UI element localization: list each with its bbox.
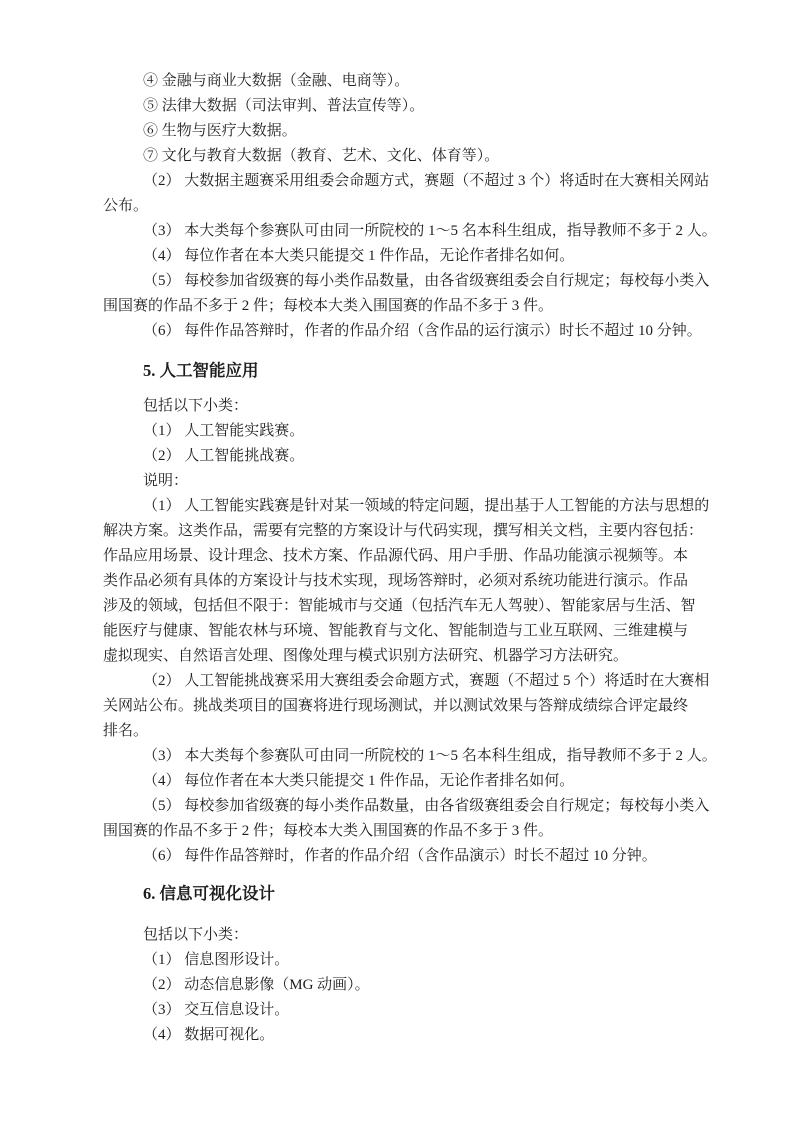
ai-note-2-line-3: 排名。 xyxy=(103,723,149,739)
ai-notes-label: 说明： xyxy=(143,473,189,489)
subcategory-item-circled-5: ⑤ 法律大数据（司法审判、普法宣传等）。 xyxy=(143,98,425,114)
subcategory-item-circled-7: ⑦ 文化与教育大数据（教育、艺术、文化、体育等）。 xyxy=(143,148,500,164)
ai-note-1-line-4: 类作品必须有具体的方案设计与技术实现，现场答辩时，必须对系统功能进行演示。作品 xyxy=(103,573,689,589)
ai-note-2-line-1: （2） 人工智能挑战赛采用大赛组委会命题方式，赛题（不超过 5 个）将适时在大赛相 xyxy=(143,673,710,689)
document-content xyxy=(103,69,717,1048)
rule-5-line-2: 围国赛的作品不多于 2 件；每校本大类入围国赛的作品不多于 3 件。 xyxy=(103,298,554,314)
vis-subcategory-4: （4） 数据可视化。 xyxy=(143,1027,275,1043)
ai-note-1-line-5: 涉及的领域，包括但不限于：智能城市与交通（包括汽车无人驾驶）、智能家居与生活、智 xyxy=(103,598,696,614)
ai-intro-line: 包括以下小类： xyxy=(143,398,249,414)
ai-note-1-line-7: 虚拟现实、自然语言处理、图像处理与模式识别方法研究、机器学习方法研究。 xyxy=(103,648,629,664)
subcategory-item-circled-4: ④ 金融与商业大数据（金融、电商等）。 xyxy=(143,73,410,89)
ai-note-1-line-2: 解决方案。这类作品，需要有完整的方案设计与代码实现，撰写相关文档，主要内容包括： xyxy=(103,523,704,539)
ai-note-3-line: （3） 本大类每个参赛队可由同一所院校的 1～5 名本科生组成，指导教师不多于 2 人。 xyxy=(143,748,717,764)
ai-note-4-line: （4） 每位作者在本大类只能提交 1 件作品，无论作者排名如何。 xyxy=(143,773,575,789)
ai-note-1-line-1: （1） 人工智能实践赛是针对某一领域的特定问题，提出基于人工智能的方法与思想的 xyxy=(143,498,710,514)
ai-note-1-line-3: 作品应用场景、设计理念、技术方案、作品源代码、用户手册、作品功能演示视频等。本 xyxy=(103,548,689,564)
rule-3-line: （3） 本大类每个参赛队可由同一所院校的 1～5 名本科生组成，指导教师不多于 2 人。 xyxy=(143,223,717,239)
vis-subcategory-3: （3） 交互信息设计。 xyxy=(143,1002,290,1018)
ai-note-1-line-6: 能医疗与健康、智能农林与环境、智能教育与文化、智能制造与工业互联网、三维建模与 xyxy=(103,623,689,639)
ai-note-5-line-1: （5） 每校参加省级赛的每小类作品数量，由各省级赛组委会自行规定；每校每小类入 xyxy=(143,798,710,814)
rule-4-line: （4） 每位作者在本大类只能提交 1 件作品，无论作者排名如何。 xyxy=(143,248,575,264)
vis-subcategory-1: （1） 信息图形设计。 xyxy=(143,952,290,968)
ai-note-2-line-2: 关网站公布。挑战类项目的国赛将进行现场测试，并以测试效果与答辩成绩综合评定最终 xyxy=(103,698,689,714)
ai-subcategory-1: （1） 人工智能实践赛。 xyxy=(143,423,305,439)
section-heading-visualization: 6. 信息可视化设计 xyxy=(143,884,275,903)
subcategory-item-circled-6: ⑥ 生物与医疗大数据。 xyxy=(143,123,297,139)
ai-note-6-line: （6） 每件作品答辩时，作者的作品介绍（含作品演示）时长不超过 10 分钟。 xyxy=(143,848,657,864)
ai-note-5-line-2: 围国赛的作品不多于 2 件；每校本大类入围国赛的作品不多于 3 件。 xyxy=(103,823,554,839)
section-heading-ai: 5. 人工智能应用 xyxy=(143,361,259,380)
vis-subcategory-2: （2） 动态信息影像（MG 动画）。 xyxy=(143,977,370,993)
rule-6-line: （6） 每件作品答辩时，作者的作品介绍（含作品的运行演示）时长不超过 10 分钟。 xyxy=(143,323,702,339)
vis-intro-line: 包括以下小类： xyxy=(143,927,249,943)
ai-subcategory-2: （2） 人工智能挑战赛。 xyxy=(143,448,305,464)
rule-5-line-1: （5） 每校参加省级赛的每小类作品数量，由各省级赛组委会自行规定；每校每小类入 xyxy=(143,273,710,289)
rule-2-line-1: （2） 大数据主题赛采用组委会命题方式，赛题（不超过 3 个）将适时在大赛相关网站 xyxy=(143,173,710,189)
rule-2-line-2: 公布。 xyxy=(103,198,149,214)
